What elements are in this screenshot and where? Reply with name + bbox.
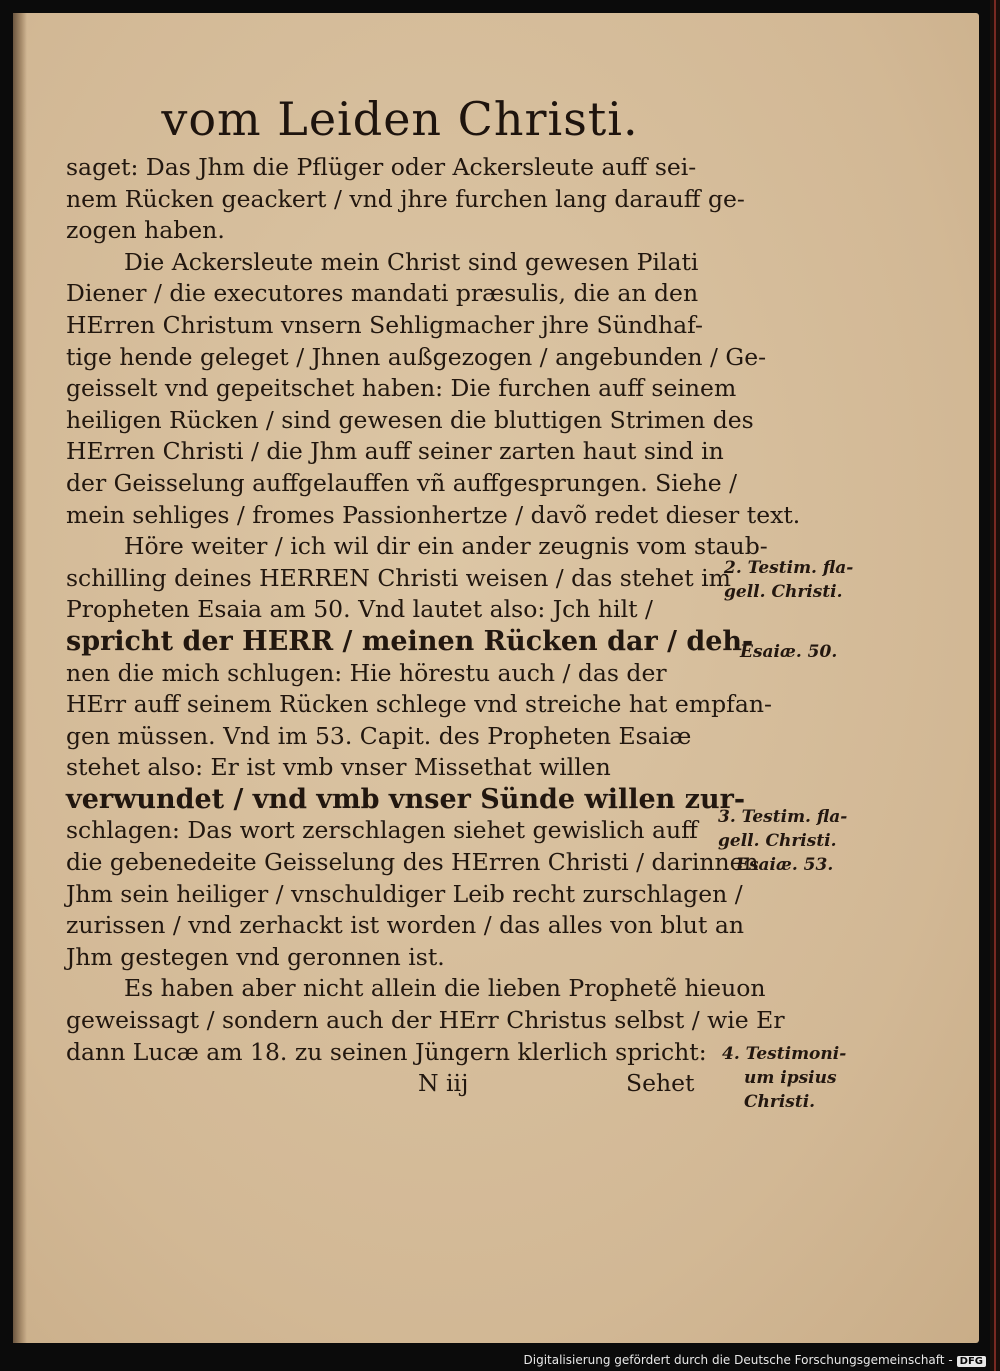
text-line: HErr auff seinem Rücken schlege vnd streiche hat empfan-	[66, 690, 772, 719]
text-line: Jhm gestegen vnd geronnen ist.	[66, 942, 445, 971]
text-line: zogen haben.	[66, 216, 225, 245]
text-line: gen müssen. Vnd im 53. Capit. des Propheten Esaiæ	[66, 721, 692, 750]
text-line: Propheten Esaia am 50. Vnd lautet also: Jch hilt /	[66, 595, 653, 624]
text-line: die gebenedeite Geisselung des HErren Christi / darinnen	[66, 848, 759, 877]
text-line: schlagen: Das wort zerschlagen siehet gewislich auff	[66, 816, 698, 845]
text-line: der Geisselung auffgelauffen vñ auffgesprungen. Siehe /	[66, 468, 738, 497]
text-line: geweissagt / sondern auch der HErr Christus selbst / wie Er	[66, 1006, 785, 1035]
margin-note-2: 2. Testim. fla- gell. Christi.	[724, 558, 854, 602]
text-line: nen die mich schlugen: Hie hörestu auch / das der	[66, 658, 667, 687]
text-line: Höre weiter / ich wil dir ein ander zeugnis vom staub-	[124, 532, 768, 561]
margin-note-4: 4. Testimoni- um ipsius Christi.	[722, 1044, 847, 1112]
digitization-credit: Digitalisierung gefördert durch die Deutsche Forschungsgemeinschaft - DFG	[524, 1353, 987, 1367]
text-line: HErren Christi / die Jhm auff seiner zarten haut sind in	[66, 437, 724, 466]
text-line: verwundet / vnd vmb vnser Sünde willen zur-	[66, 783, 746, 815]
text-line: mein sehliges / fromes Passionhertze / davõ redet dieser text.	[66, 500, 801, 529]
text-line: HErren Christum vnsern Sehligmacher jhre Sündhaf-	[66, 310, 703, 339]
text-line: schilling deines HERREN Christi weisen / das stehet im	[66, 563, 731, 592]
text-line: tige hende geleget / Jhnen außgezogen / angebunden / Ge-	[66, 342, 767, 371]
text-line: stehet also: Er ist vmb vnser Missethat willen	[66, 753, 611, 782]
text-line: Es haben aber nicht allein die lieben Prophetẽ hieuon	[124, 974, 766, 1003]
text-line: Jhm sein heiliger / vnschuldiger Leib recht zurschlagen /	[66, 879, 743, 908]
page-edge	[990, 0, 1000, 1371]
text-line: heiligen Rücken / sind gewesen die bluttigen Strimen des	[66, 405, 754, 434]
dfg-logo: DFG	[957, 1356, 986, 1367]
margin-note-3: 3. Testim. fla- gell. Christi. Esaiæ. 53.	[718, 807, 848, 875]
running-header: vom Leiden Christi.	[161, 92, 639, 146]
text-line: nem Rücken geackert / vnd jhre furchen lang darauff ge-	[66, 184, 745, 213]
text-line: zurissen / vnd zerhackt ist worden / das alles von blut an	[66, 911, 744, 940]
signature-mark: N iij	[418, 1069, 469, 1098]
footer-line	[66, 1068, 716, 1100]
text-line: dann Lucæ am 18. zu seinen Jüngern klerlich spricht:	[66, 1037, 707, 1066]
catchword: Sehet	[626, 1069, 695, 1098]
text-line: saget: Das Jhm die Pflüger oder Ackersleute auff sei-	[66, 153, 697, 181]
text-line: geisselt vnd gepeitschet haben: Die furchen auff seinem	[66, 374, 737, 403]
text-line: Die Ackersleute mein Christ sind gewesen Pilati	[124, 247, 699, 276]
text-line: Diener / die executores mandati præsulis, die an den	[66, 279, 699, 308]
margin-note-esaia-50: Esaiæ. 50.	[740, 642, 838, 662]
text-line: spricht der HERR / meinen Rücken dar / deh-	[66, 625, 754, 657]
page-gutter	[13, 13, 27, 1343]
